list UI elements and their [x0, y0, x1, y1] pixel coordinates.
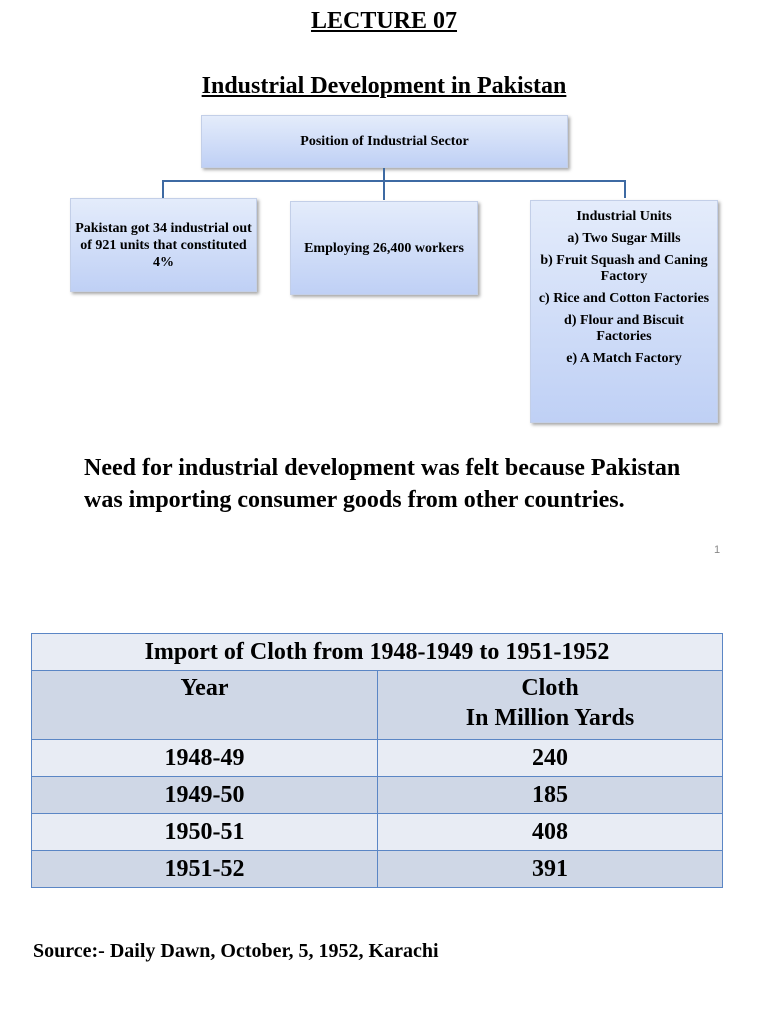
- table-row: [32, 777, 723, 814]
- child-node-industrial-units: [530, 200, 718, 423]
- lecture-title: LECTURE 07: [310, 8, 458, 34]
- industrial-unit-item: e) A Match Factory: [566, 351, 682, 366]
- root-node-label: Position of Industrial Sector: [300, 134, 469, 149]
- table-caption: Import of Cloth from 1948-1949 to 1951-1952: [32, 634, 723, 671]
- page-number: 1: [714, 544, 721, 556]
- root-node: [201, 115, 568, 168]
- cloth-cell: 185: [378, 777, 723, 814]
- connector-right: [624, 180, 626, 198]
- source-citation: Source:- Daily Dawn, October, 5, 1952, Karachi: [33, 940, 439, 962]
- year-cell: 1950-51: [32, 814, 378, 851]
- industrial-units-heading: Industrial Units: [576, 209, 672, 224]
- year-cell: 1949-50: [32, 777, 378, 814]
- column-header-cloth: Cloth In Million Yards: [378, 671, 723, 740]
- year-cell: 1948-49: [32, 740, 378, 777]
- table-row: [32, 740, 723, 777]
- industrial-unit-item: b) Fruit Squash and Caning Factory: [540, 253, 708, 284]
- industrial-unit-item: d) Flour and Biscuit Factories: [564, 313, 684, 344]
- industrial-unit-item: c) Rice and Cotton Factories: [538, 291, 710, 306]
- connector-middle: [383, 180, 385, 200]
- year-cell: 1951-52: [32, 851, 378, 888]
- child-node-workers: [290, 201, 478, 295]
- industrial-unit-item: a) Two Sugar Mills: [567, 231, 681, 246]
- child-node-units: [70, 198, 257, 292]
- table-row: [32, 851, 723, 888]
- cloth-cell: 391: [378, 851, 723, 888]
- cloth-cell: 240: [378, 740, 723, 777]
- connector-horizontal: [162, 180, 626, 182]
- child-node-units-label: Pakistan got 34 industrial out of 921 units that constituted 4%: [75, 220, 252, 270]
- table-row: [32, 814, 723, 851]
- child-node-workers-label: Employing 26,400 workers: [304, 240, 464, 256]
- connector-left: [162, 180, 164, 198]
- intro-paragraph: Need for industrial development was felt because Pakistan was importing consumer goods from other countries.: [84, 455, 681, 513]
- cloth-import-table: [31, 633, 723, 888]
- page-title: Industrial Development in Pakistan: [201, 73, 567, 99]
- cloth-cell: 408: [378, 814, 723, 851]
- column-header-year: Year: [32, 671, 378, 740]
